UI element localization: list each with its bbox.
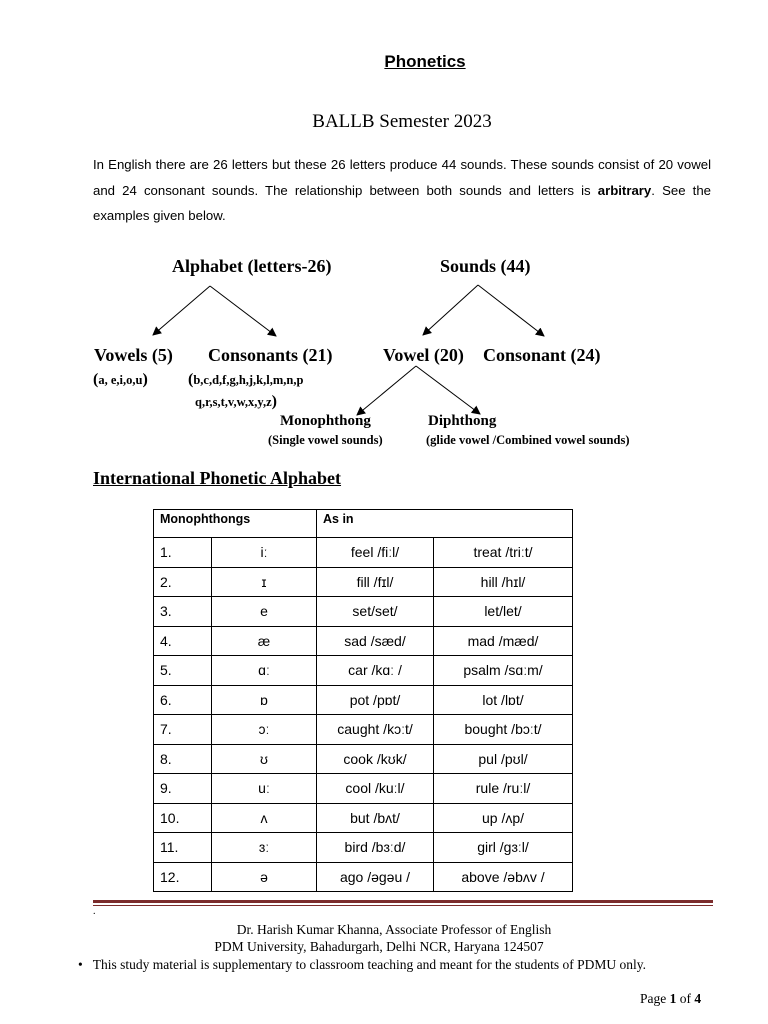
table-row (154, 744, 573, 774)
footer-note (78, 957, 646, 973)
example-word: caught /kɔːt/ (317, 715, 434, 745)
ipa-symbol: ɔː (212, 715, 317, 745)
consonants-label: Consonants (21) (208, 345, 333, 365)
vowel-sounds-label: Vowel (20) (383, 345, 464, 365)
example-word: rule /ruːl/ (434, 774, 573, 804)
example-word: hill /hɪl/ (434, 567, 573, 597)
example-word: let/let/ (434, 597, 573, 627)
ipa-symbol: æ (212, 626, 317, 656)
table-row (154, 715, 573, 745)
footer-university: PDM University, Bahadurgarh, Delhi NCR, Haryana 124507 (214, 939, 544, 954)
ipa-symbol: ɜː (212, 833, 317, 863)
intro-text-end: . See the examples given below. (93, 182, 711, 223)
sounds-heading: Sounds (44) (440, 256, 531, 276)
example-word: psalm /sɑːm/ (434, 656, 573, 686)
example-word: bought /bɔːt/ (434, 715, 573, 745)
row-number: 1. (154, 538, 212, 568)
table-row (154, 833, 573, 863)
row-number: 4. (154, 626, 212, 656)
arrow-vowel-monophthong (357, 366, 416, 415)
row-number: 10. (154, 803, 212, 833)
row-number: 6. (154, 685, 212, 715)
header-monophthongs: Monophthongs (154, 510, 317, 538)
row-number: 12. (154, 862, 212, 892)
example-word: pul /pʊl/ (434, 744, 573, 774)
ipa-symbol: ʌ (212, 803, 317, 833)
example-word: set/set/ (317, 597, 434, 627)
ipa-symbol: ɑː (212, 656, 317, 686)
table-row (154, 862, 573, 892)
footer-author: Dr. Harish Kumar Khanna, Associate Professor of English (236, 922, 552, 937)
table-row (154, 538, 573, 568)
document-title: Phonetics (384, 52, 466, 71)
ipa-symbol: e (212, 597, 317, 627)
row-number: 2. (154, 567, 212, 597)
example-word: treat /triːt/ (434, 538, 573, 568)
example-word: lot /lɒt/ (434, 685, 573, 715)
table-row (154, 567, 573, 597)
header-as-in: As in (317, 510, 573, 538)
monophthong-description: (Single vowel sounds) (268, 433, 383, 447)
page-number: Page 1 of 4 (640, 991, 702, 1006)
row-number: 7. (154, 715, 212, 745)
arrow-alphabet-consonants (210, 286, 276, 336)
table-row (154, 656, 573, 686)
row-number: 9. (154, 774, 212, 804)
row-number: 8. (154, 744, 212, 774)
row-number: 3. (154, 597, 212, 627)
example-word: car /kɑː / (317, 656, 434, 686)
diagram-arrows (0, 0, 768, 470)
ipa-symbol: ɪ (212, 567, 317, 597)
example-word: but /bʌt/ (317, 803, 434, 833)
document-subtitle: BALLB Semester 2023 (312, 111, 492, 132)
table-row (154, 597, 573, 627)
arrow-alphabet-vowels (153, 286, 210, 335)
table-row (154, 803, 573, 833)
ipa-table (153, 509, 573, 892)
ipa-symbol: ʊ (212, 744, 317, 774)
example-word: cook /kʊk/ (317, 744, 434, 774)
ipa-table-header (154, 510, 573, 538)
intro-bold-term: arbitrary (597, 182, 652, 198)
example-word: mad /mæd/ (434, 626, 573, 656)
row-number: 5. (154, 656, 212, 686)
row-number: 11. (154, 833, 212, 863)
alphabet-heading: Alphabet (letters-26) (172, 256, 332, 276)
arrow-sounds-vowel (423, 285, 478, 335)
footer-note-text: This study material is supplementary to classroom teaching and meant for the students of PDMU only. (92, 957, 647, 972)
example-word: cool /kuːl/ (317, 774, 434, 804)
arrow-vowel-diphthong (416, 366, 480, 414)
example-word: ago /əgəu / (317, 862, 434, 892)
footer-divider-thin (93, 905, 713, 906)
diphthong-label: Diphthong (428, 413, 497, 429)
vowel-letters: (a, e,i,o,u) (93, 371, 148, 388)
ipa-heading: International Phonetic Alphabet (93, 468, 342, 488)
ipa-symbol: iː (212, 538, 317, 568)
example-word: above /əbʌv / (434, 862, 573, 892)
example-word: up /ʌp/ (434, 803, 573, 833)
monophthong-label: Monophthong (280, 413, 371, 429)
example-word: bird /bɜːd/ (317, 833, 434, 863)
vowels-label: Vowels (5) (94, 345, 173, 365)
example-word: pot /pɒt/ (317, 685, 434, 715)
example-word: sad /sæd/ (317, 626, 434, 656)
ipa-symbol: ɒ (212, 685, 317, 715)
intro-text: In English there are 26 letters but these 26 letters produce 44 sounds. These sounds consist of 20 vowel and 24 consonant sounds. The relationship between both sounds and letters is (93, 157, 711, 198)
bullet-icon: • (78, 957, 83, 972)
consonant-letters-line1: (b,c,d,f,g,h,j,k,l,m,n,p (188, 371, 304, 388)
table-row (154, 626, 573, 656)
example-word: feel /fiːl/ (317, 538, 434, 568)
footer-divider (93, 900, 713, 903)
example-word: girl /gɜːl/ (434, 833, 573, 863)
arrow-sounds-consonant (478, 285, 544, 336)
consonant-sounds-label: Consonant (24) (483, 345, 601, 365)
table-row (154, 774, 573, 804)
example-word: fill /fɪl/ (317, 567, 434, 597)
diphthong-description: (glide vowel /Combined vowel sounds) (426, 433, 630, 447)
table-row (154, 685, 573, 715)
footer-dot: . (93, 906, 96, 917)
ipa-symbol: uː (212, 774, 317, 804)
ipa-symbol: ə (212, 862, 317, 892)
consonant-letters-line2: q,r,s,t,v,w,x,y,z) (195, 393, 277, 410)
